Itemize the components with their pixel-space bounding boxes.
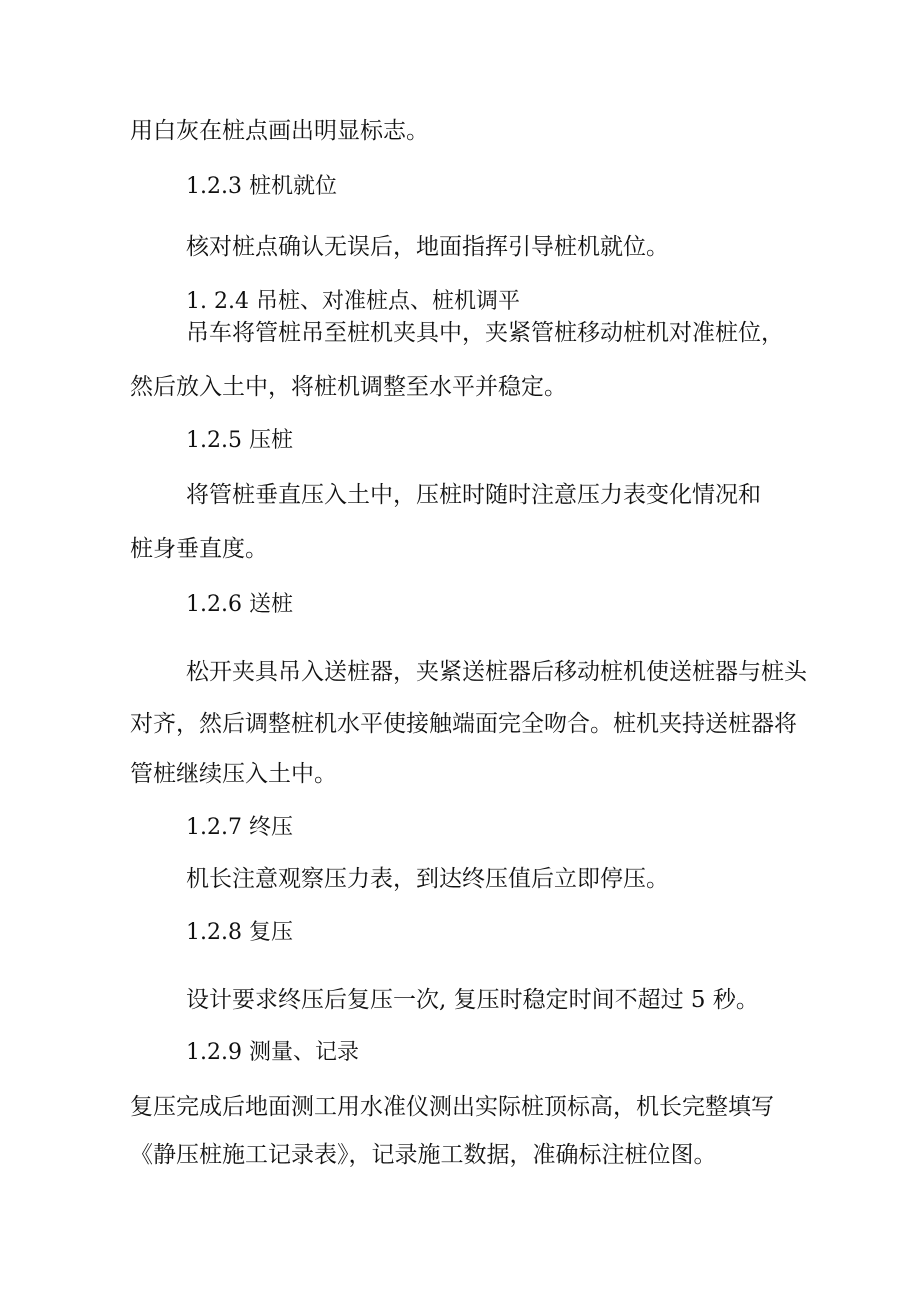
- section-heading-1-2-9: 1.2.9 测量、记录: [186, 1040, 359, 1065]
- paragraph-1-2-5-line-1: 将管桩垂直压入土中，压桩时随时注意压力表变化情况和: [186, 482, 761, 508]
- section-heading-1-2-6: 1.2.6 送桩: [186, 592, 293, 617]
- section-heading-1-2-5: 1.2.5 压桩: [186, 428, 293, 453]
- paragraph-1-2-4-line-2: 然后放入土中，将桩机调整至水平并稳定。: [130, 374, 567, 400]
- section-heading-1-2-4: 1. 2.4 吊桩、对准桩点、桩机调平: [186, 289, 520, 314]
- paragraph-1-2-3: 核对桩点确认无误后，地面指挥引导桩机就位。: [186, 234, 669, 260]
- section-heading-1-2-8: 1.2.8 复压: [186, 920, 293, 945]
- paragraph-1-2-4-line-1: 吊车将管桩吊至桩机夹具中，夹紧管桩移动桩机对准桩位，: [186, 320, 784, 346]
- paragraph-1-2-8: 设计要求终压后复压一次, 复压时稳定时间不超过 5 秒。: [186, 987, 759, 1013]
- paragraph-1-2-7: 机长注意观察压力表，到达终压值后立即停压。: [186, 866, 669, 892]
- paragraph-1-2-6-line-3: 管桩继续压入土中。: [130, 761, 337, 787]
- paragraph-1-2-6-line-2: 对齐，然后调整桩机水平使接触端面完全吻合。桩机夹持送桩器将: [130, 711, 797, 737]
- section-heading-1-2-3: 1.2.3 桩机就位: [186, 174, 337, 199]
- paragraph-marking: 用白灰在桩点画出明显标志。: [130, 118, 429, 144]
- paragraph-1-2-9-line-2: 《静压桩施工记录表》，记录施工数据，准确标注桩位图。: [130, 1142, 717, 1168]
- section-heading-1-2-7: 1.2.7 终压: [186, 815, 293, 840]
- paragraph-1-2-6-line-1: 松开夹具吊入送桩器，夹紧送桩器后移动桩机使送桩器与桩头: [186, 659, 807, 685]
- paragraph-1-2-9-line-1: 复压完成后地面测工用水准仪测出实际桩顶标高，机长完整填写: [130, 1094, 774, 1120]
- paragraph-1-2-5-line-2: 桩身垂直度。: [130, 536, 268, 562]
